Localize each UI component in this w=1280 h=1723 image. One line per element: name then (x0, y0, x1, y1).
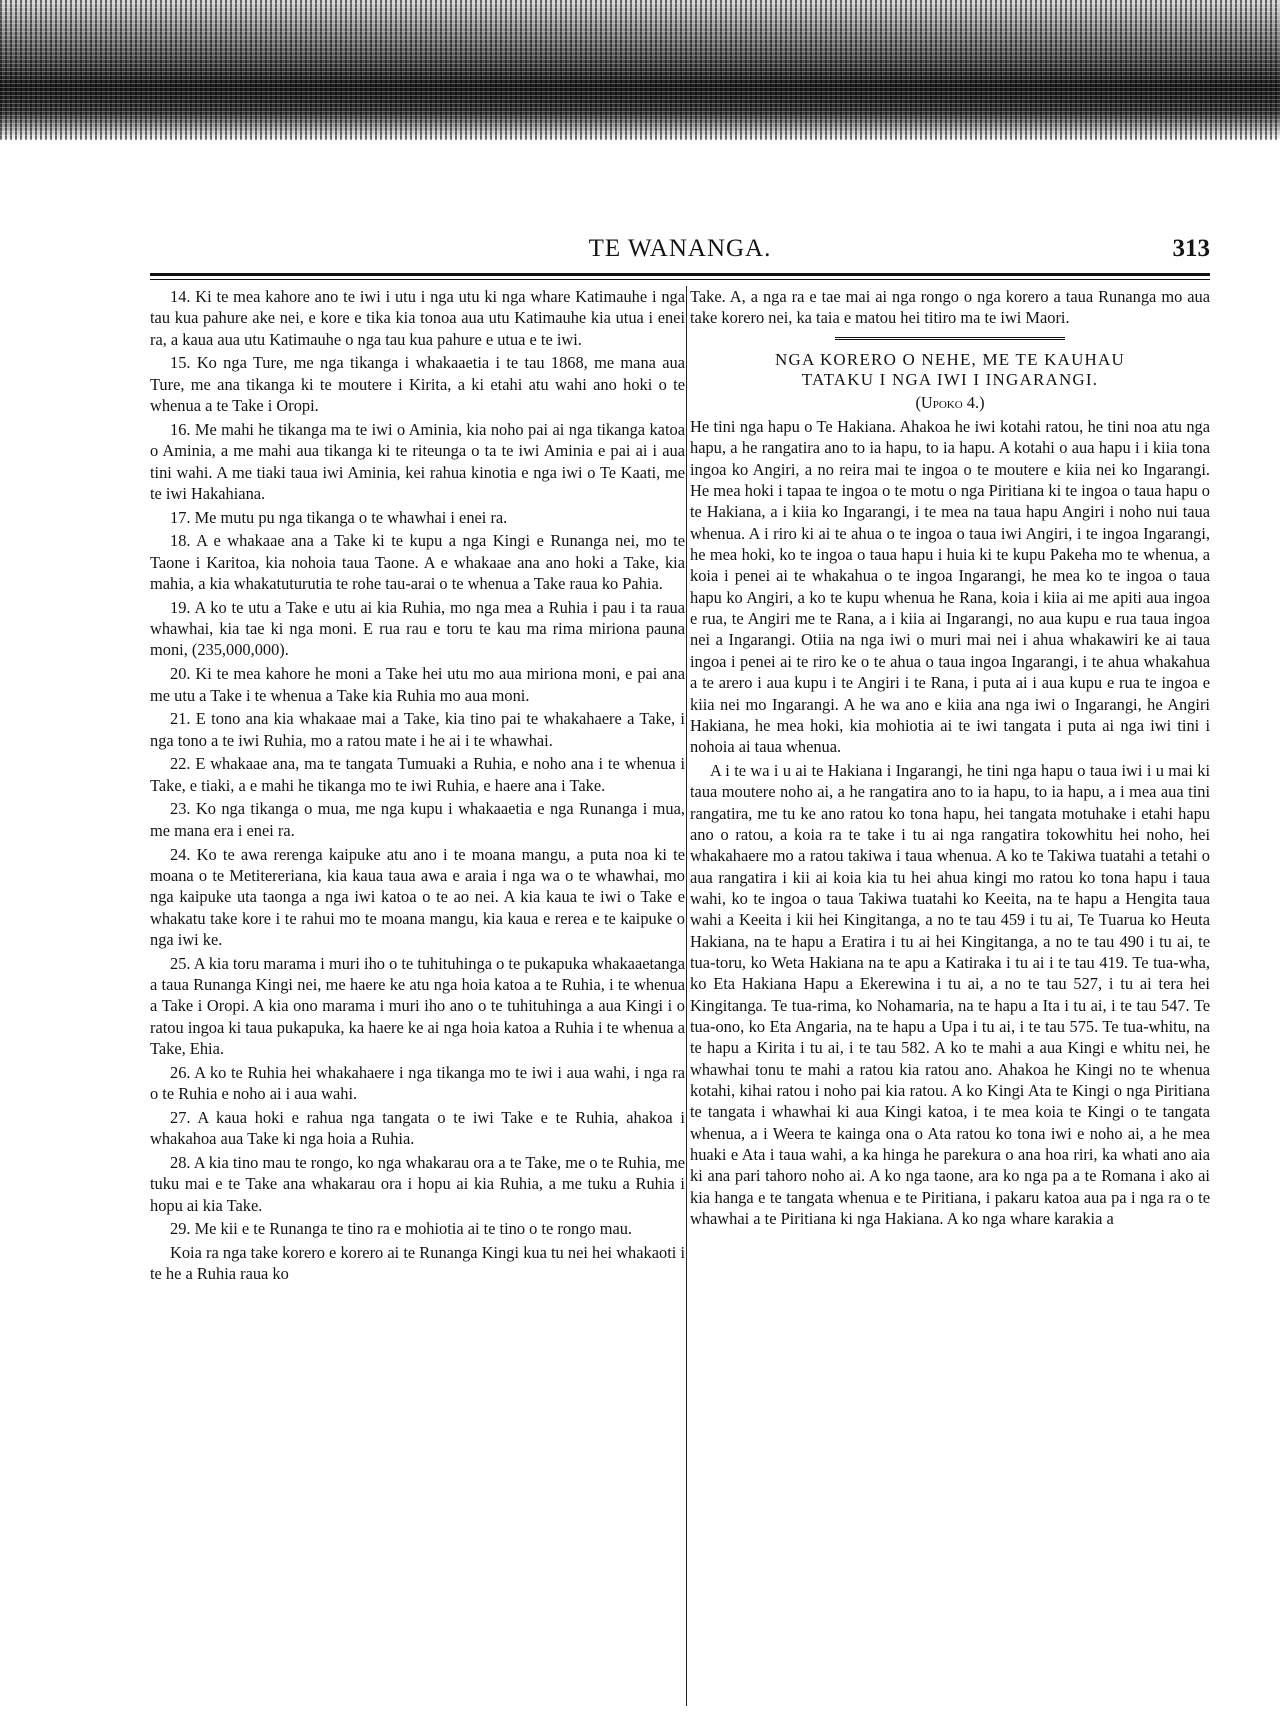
article-paragraph: 28. A kia tino mau te rongo, ko nga whakarau ora a te Take, me o te Ruhia, me tuku mai e te Take ana whakarau ora i hopu ai kia Ruhia, a me tuku a Ruhia i hopu ai kia Take. (150, 1152, 685, 1215)
article-paragraph: 19. A ko te utu a Take e utu ai kia Ruhia, mo nga mea a Ruhia i pau i ta raua whawhai, kia tae ki nga moni. E rua rau e toru te kau ma rima miriona pauna moni, (235,000,000). (150, 597, 685, 660)
section-divider-rule (835, 337, 1065, 340)
left-column (150, 286, 685, 1706)
section-heading: TATAKU I NGA IWI I INGARANGI. (801, 369, 1099, 389)
article-paragraph: 25. A kia toru marama i muri iho o te tuhituhinga o te pukapuka whakaaetanga a taua Runanga Kingi nei, me haere ke atu nga hoia katoa a te Ruhia, i te whenua a Take i Oropi. A kia ono marama i muri iho ano o te tuhituhinga a aua Kingi i o ratou ingoa ki taua pukapuka, ka haere ke ai nga hoia katoa a Ruhia i te whenua a Take, Ehia. (150, 953, 685, 1058)
right-column (690, 286, 1210, 1706)
article-paragraph: 27. A kaua hoki e rahua nga tangata o te iwi Take e te Ruhia, ahakoa i whakahoa aua Take ki nga hoia a Ruhia. (150, 1107, 685, 1149)
article-paragraph: A i te wa i u ai te Hakiana i Ingarangi, he tini nga hapu o taua iwi i u mai ki taua moutere noho ai, a he rangatira ano to ia hapu, to ia hapu, a i mea aua tini rangatira, me tu ke ano ratou ko tona hapu, hei tangata motuhake i etahi hapu ano o ratou, a koia ra te take i tu ai nga rangatira tokowhitu hei noho, hei whakahaere mo a ratou takiwa i taua whenua. A ko te Takiwa tuatahi a tetahi o aua rangatira i kii ai koia kia tu hei ahua kingi mo ratou ko tona hapu i taua wahi, ko te ingoa o taua Takiwa tuatahi ko Keeita, na te hapu a Hengita taua wahi a Keeita i kii hei Kingitanga, a no te tau 459 i tu ai, Te Tuarua ko Heuta Hakiana, na te hapu a Eratira i tu ai hei Kingitanga, a no te tau 490 i tu ai, te tua-toru, ko Weta Hakiana na te apu a Katiraka i tu ai i te tau 419. Te tua-wha, ko Eta Hakiana Hapu a Ekerewina i tu ai, a no te tau 527, i tu ai tera hei Kingitanga. Te tua-rima, ko Nohamaria, na te hapu a Ita i tu ai, i te tau 547. Te tua-ono, ko Eta Angaria, na te hapu a Upa i tu ai, i te tau 575. Te tua-whitu, na te hapu a Kirita i tu ai, i te tau 582. A ko te mahi a aua Kingi e whitu nei, he whawhai tonu te mahi a ratou kia ratou ano. Ahakoa he Kingi no te whenua kotahi, kihai ratou i noho pai kia ratou. A ko Kingi Ata te Kingi o nga Piritiana te tangata i whawhai ki aua Kingi katoa, i te mea koia te Kingi o te tangata whenua, a i Weera te kainga ona o Ata ratou ko tona iwi e noho ai, a he mea huaki e Ata i taua wahi, a ka hinga he parekura o ana hoa riri, ka whati ano aia ki ana pari tahoro noho ai. A ko nga taone, ara ko nga pa a te Romana i ako ai kia hanga e te tangata whenua e te Piritiana, i pakaru katoa aua pa i nga ra o te whawhai a te Piritiana ki nga Hakiana. A ko nga whare karakia a (690, 760, 1210, 1229)
page-number: 313 (1172, 235, 1210, 262)
article-paragraph: 14. Ki te mea kahore ano te iwi i utu i nga utu ki nga whare Katimauhe i nga tau kua pahure ake nei, e kore e tika kia tonoa aua utu Katimauhe kia utua i enei ra, a kaua aua utu Katimauhe o nga tau kua pahure e utua e te iwi. (150, 287, 685, 349)
page-header (150, 235, 1210, 269)
article-paragraph: 21. E tono ana kia whakaae mai a Take, kia tino pai te whakahaere a Take, i nga tono a te iwi Ruhia, mo a ratou mate i he ai i te whawhai. (150, 709, 685, 750)
article-paragraph: He tini nga hapu o Te Hakiana. Ahakoa he iwi kotahi ratou, he tini noa atu nga hapu, a he rangatira ano to ia hapu, to ia hapu. A kotahi o aua hapu i i kiia tona ingoa ko Angiri, a no reira mai te ingoa o te moutere e kiia nei ko Ingarangi. He mea hoki i tapaa te ingoa o te motu o nga Piritiana ki te ingoa o taua hapu o te Hakiana, a i kiia ko Ingarangi, i te mea na taua hapu Angiri i noho nui taua whenua. A i riro ki ai te ahua o te ingoa o taua iwi Angiri, i te ingoa Ingarangi, he mea hoki, ko te ingoa o taua hapu i huia ki te kupu Pakeha mo te whenua, a koia i penei ai te whakahua o te ingoa Ingarangi, he mea ko te ingoa o taua hapu ko Angiri, a ko te kupu whenua he Rana, koia i kiia ai me apiti aua ingoa e rua, te Angiri me te Rana, a i kiia ai Ingarangi, no aua kupu e rua taua ingoa nei a Ingarangi. Otiia na nga iwi o muri mai nei i ahua whakawiri ke ai taua ingoa i penei ai te riro ke o te ahua o taua ingoa Ingarangi, i te ahua whakahua a te arero i aua kupu i te Angiri i te Rana, i puta ai i aua kupu e rua te ingoa e kiia nei mo Ingarangi. A he wa ano e kiia ana nga iwi o Ingarangi, he Angiri Hakiana, he mea hoki, kia mohiotia ai te iwi tangata i puta ai nga iwi tini i nohoia ai taua whenua. (690, 417, 1210, 757)
article-paragraph: 24. Ko te awa rerenga kaipuke atu ano i te moana mangu, a puta noa ki te moana o te Metitereriana, kia kaua taua awa e araia i nga wa o te whawhai, mo nga kaipuke uta taonga a nga iwi katoa o te ao nei. A kia kaua te iwi o Take e whakatu take kore i te rahui mo te moana mangu, kia kaua e rerea e te kaipuke o nga iwi ke. (150, 844, 685, 949)
article-paragraph: 23. Ko nga tikanga o mua, me nga kupu i whakaaetia e nga Runanga i mua, me mana era i enei ra. (150, 799, 685, 840)
article-paragraph: 29. Me kii e te Runanga te tino ra e mohiotia ai te tino o te rongo mau. (170, 1219, 633, 1239)
article-paragraph: 20. Ki te mea kahore he moni a Take hei utu mo aua miriona moni, e pai ana me utu a Take i te whenua a Take kia Ruhia mo aua moni. (150, 664, 685, 705)
article-paragraph: 16. Me mahi he tikanga ma te iwi o Aminia, kia noho pai ai nga tikanga katoa o Aminia, a me mahi aua tikanga ki te riteunga o ta te iwi Aminia e pai ai i aua tini wahi. A me tiaki taua iwi Aminia, kei rahua kinotia e nga iwi o Te Kaati, me te iwi Hakahiana. (150, 419, 685, 503)
article-paragraph: 22. E whakaae ana, ma te tangata Tumuaki a Ruhia, e noho ana i te whenua i Take, e tiaki, a e mahi he tikanga mo te iwi Ruhia, e haere ana i Take. (150, 754, 685, 795)
header-rule-heavy (150, 273, 1210, 276)
article-paragraph: 18. A e whakaae ana a Take ki te kupu a nga Kingi e Runanga nei, mo te Taone i Karitoa, kia nohoia taua Taone. A e whakaae ana ano hoki a Take, kia mahia, a kia whakatuturutia te rohe tau-arai o te whenua a Take raua ko Pahia. (150, 531, 685, 594)
article-paragraph: Take. A, a nga ra e tae mai ai nga rongo o nga korero a taua Runanga mo aua take korero nei, ka taia e matou hei titiro ma te iwi Maori. (690, 287, 1210, 328)
article-paragraph: 15. Ko nga Ture, me nga tikanga i whakaaetia i te tau 1868, me mana aua Ture, me ana tikanga ki te moutere i Kirita, a ki etahi atu wahi ano hoki o te whenua a te Take i Oropi. (150, 353, 685, 416)
article-paragraph: Koia ra nga take korero e korero ai te Runanga Kingi kua tu nei hei whakaoti i te he a Ruhia raua ko (150, 1243, 685, 1284)
column-divider (686, 286, 687, 1706)
article-paragraph: 26. A ko te Ruhia hei whakahaere i nga tikanga mo te iwi i aua wahi, i nga ra o te Ruhia e noho ai i aua wahi. (150, 1062, 685, 1104)
header-rule-thin (150, 279, 1210, 280)
chapter-label: (Upoko 4.) (915, 392, 985, 412)
article-paragraph: 17. Me mutu pu nga tikanga o te whawhai i enei ra. (170, 507, 508, 527)
page-title: TE WANANGA. (588, 235, 772, 262)
section-heading: NGA KORERO O NEHE, ME TE KAUHAU (775, 349, 1125, 369)
scan-margin-band (0, 0, 1280, 140)
